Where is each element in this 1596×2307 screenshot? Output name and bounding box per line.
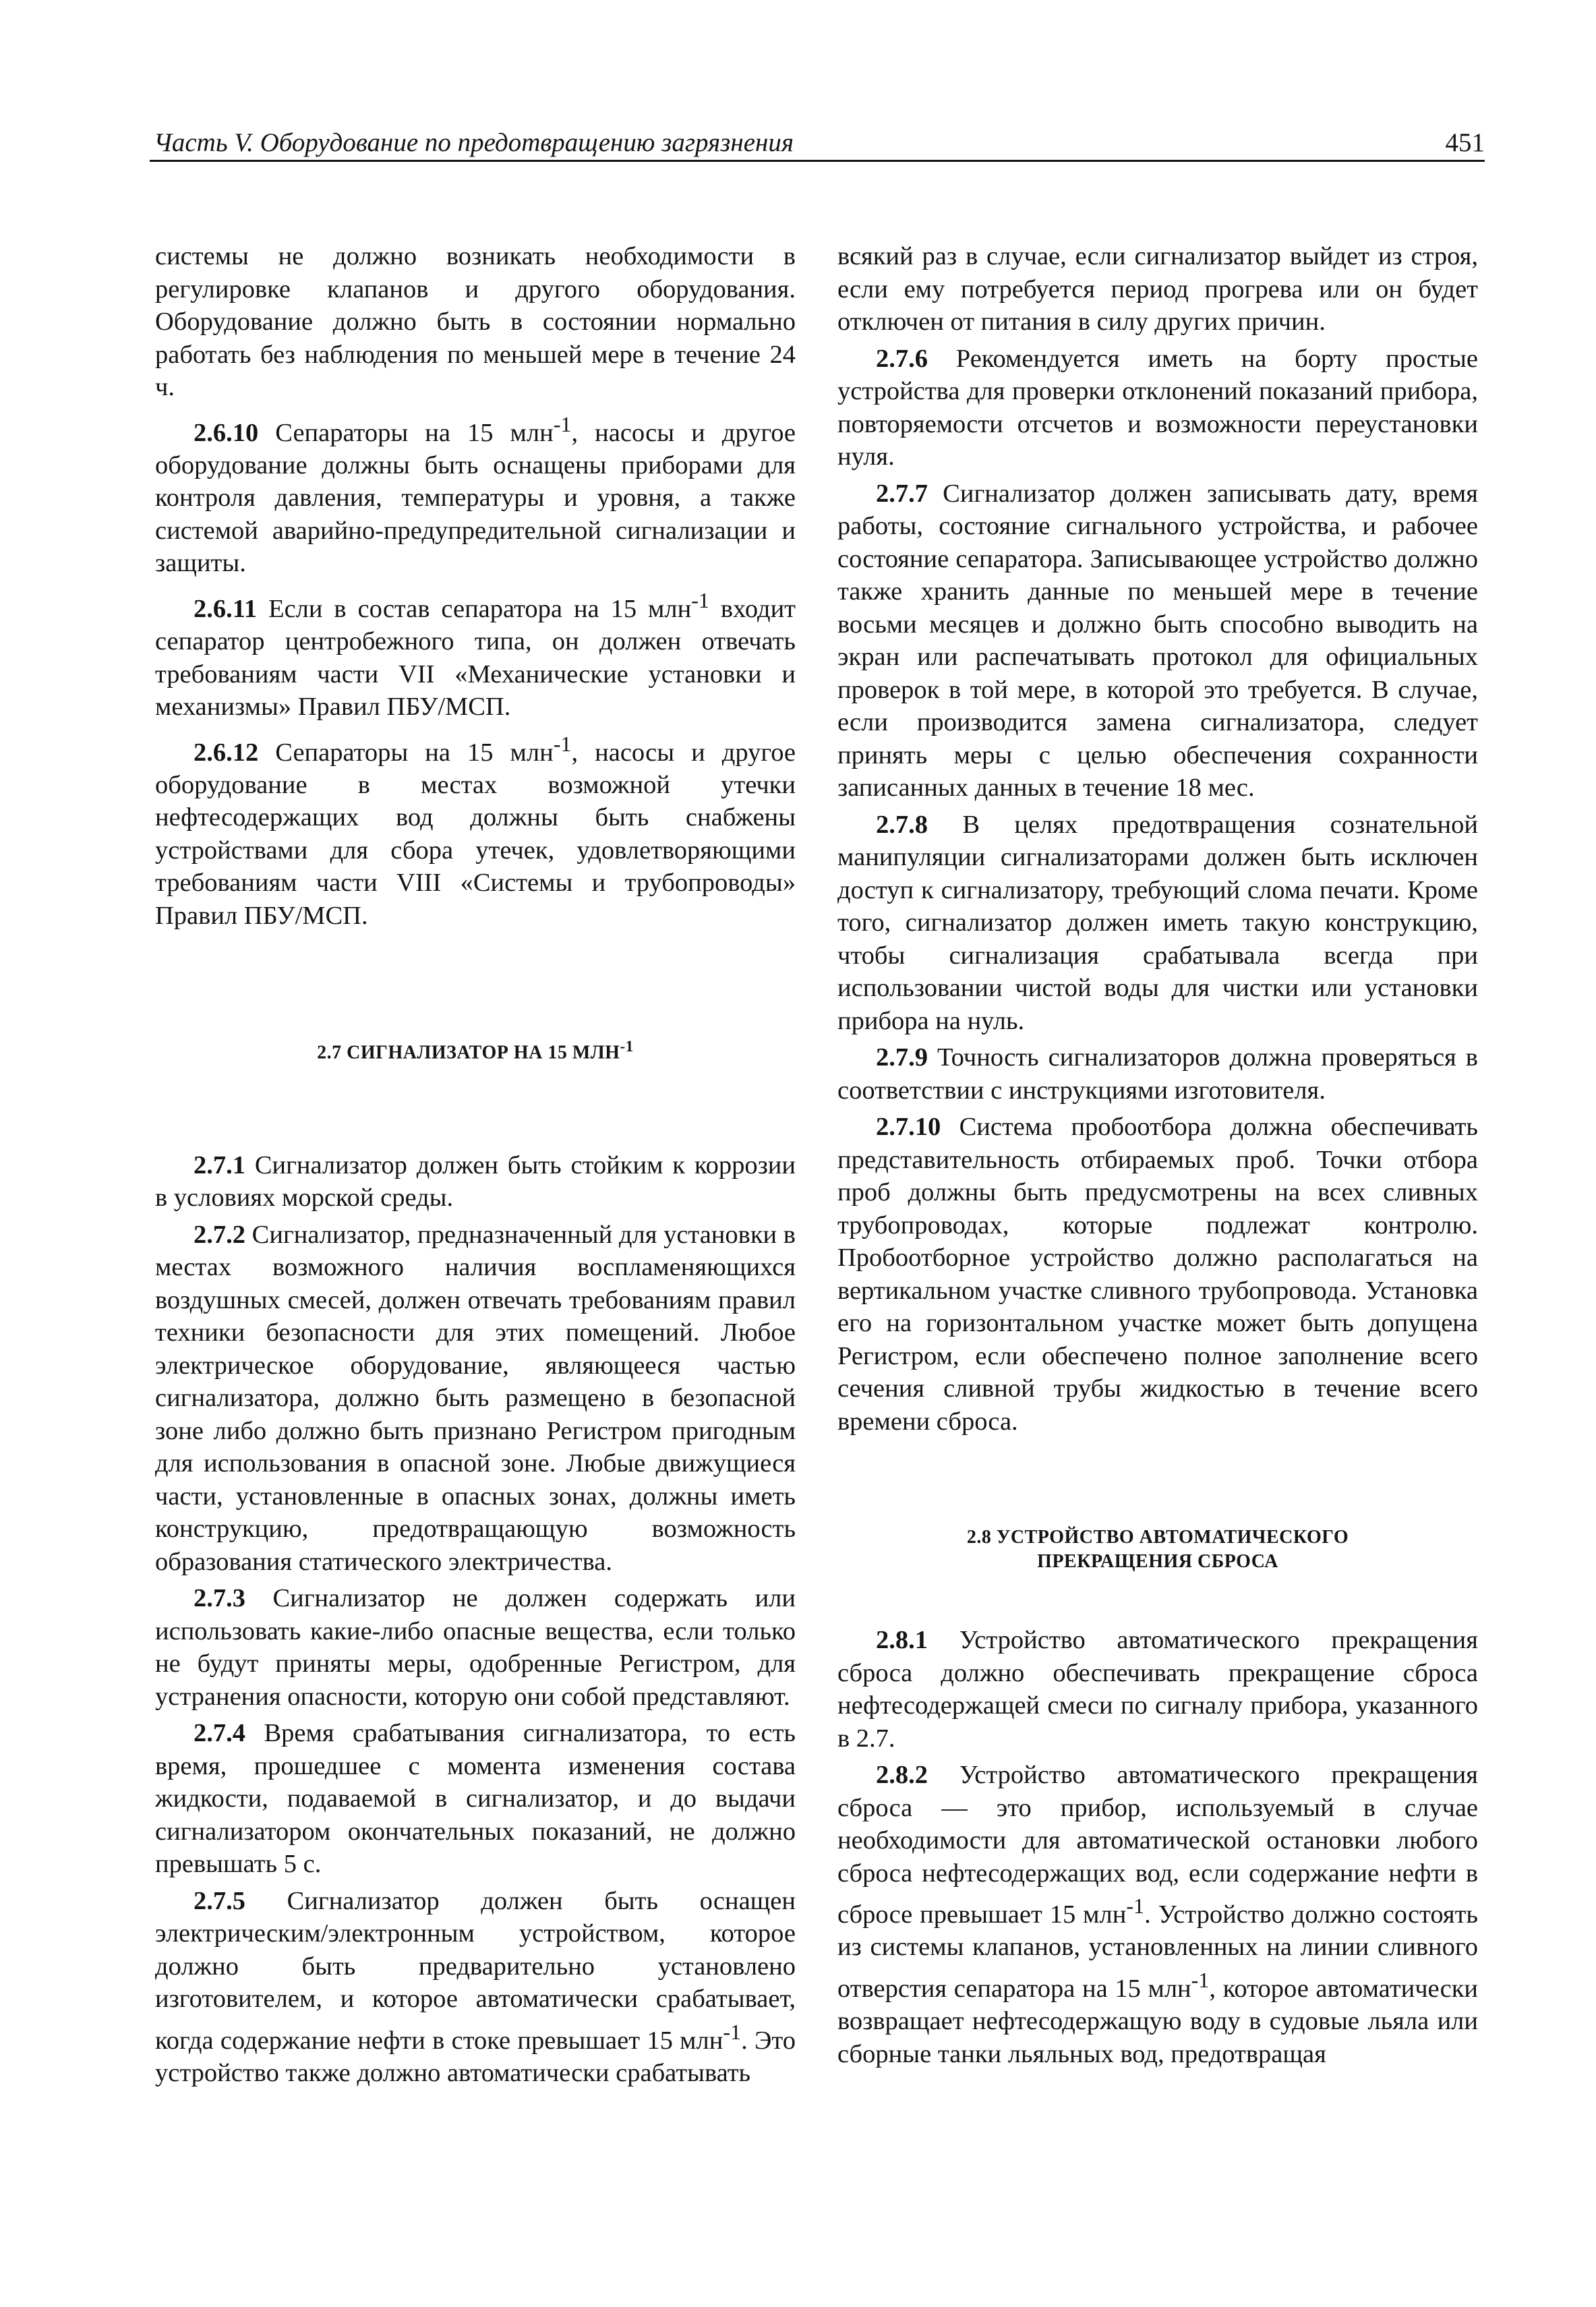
clause-number: 2.7.6 (876, 344, 928, 373)
paragraph-2-7-7: 2.7.7 Сигнализатор должен записывать дату, время работы, состояние сигнального устройства, и рабочее состояние сепаратора. Записывающее устройство должно также хранить данные по меньшей мере в течение восьми месяцев и должно быть способно выводить на экран или распечатывать протокол для официальных проверок в той мере, в которой это требуется. В случае, если производится замена сигнализатора, следует принять меры с целью обеспечения сохранности записанных данных в течение 18 мес. (837, 479, 1478, 802)
paragraph-2-7-4: 2.7.4 Время срабатывания сигнализатора, то есть время, прошедшее с момента изменения состава жидкости, подаваемой в сигнализатор, и до выдачи сигнализатором окончательных показаний, не должно превышать 5 с. (155, 1719, 796, 1879)
paragraph-2-8-2: 2.8.2 Устройство автоматического прекращения сброса — это прибор, используемый в случае необходимости для автоматической остановки любого сброса нефтесодержащих вод, если содержание нефти в сбросе превышает 15 млн$^{-1}$. Устройство должно состоять из системы клапанов, установленных на линии сливного отверстия сепаратора на 15 млн$^{-1}$, которое автоматически возвращает нефтесодержащую воду в судовые льяла или сборные танки льяльных вод, предотвращая (837, 1761, 1479, 2068)
clause-number: 2.8.1 (876, 1626, 928, 1654)
superscript: -1 (553, 411, 572, 436)
paragraph-2-7-6: 2.7.6 Рекомендуется иметь на борту простые устройства для проверки отклонений показаний прибора, повторяемости отсчетов и возможности переустановки нуля. (837, 344, 1478, 471)
clause-number: 2.6.10 (194, 418, 259, 447)
paragraph-2-6-10: 2.6.10 Сепараторы на 15 млн$^{-1}$, насосы и другое оборудование должны быть оснащены приборами для контроля давления, температуры и уровня, а также системой аварийно-предупредительной сигнализации и защиты. (155, 411, 796, 578)
superscript: -1 (1191, 1967, 1210, 1992)
superscript: -1 (553, 731, 572, 756)
superscript: -1 (1126, 1894, 1145, 1918)
superscript: -1 (620, 1038, 634, 1056)
clause-number: 2.7.4 (194, 1719, 245, 1748)
running-head-title: Часть V. Оборудование по предотвращению загрязнения (154, 128, 794, 157)
clause-number: 2.7.2 (194, 1220, 245, 1249)
superscript: -1 (723, 2019, 742, 2044)
section-heading-2-8: 2.8 УСТРОЙСТВО АВТОМАТИЧЕСКОГО ПРЕКРАЩЕНИЯ СБРОСА (966, 1527, 1349, 1572)
paragraph-continuation: системы не должно возникать необходимости в регулировке клапанов и другого оборудования. Оборудование должно быть в состоянии нормально работать без наблюдения по меньшей мере в течение 24 ч. (155, 242, 796, 401)
clause-number: 2.6.11 (194, 594, 258, 623)
clause-number: 2.7.5 (194, 1886, 245, 1915)
paragraph-continuation: всякий раз в случае, если сигнализатор выйдет из строя, если ему потребуется период прогрева или он будет отключен от питания в силу других причин. (837, 242, 1478, 336)
paragraph-2-7-3: 2.7.3 Сигнализатор не должен содержать или использовать какие-либо опасные вещества, если только не будут приняты меры, одобренные Регистром, для устранения опасности, которую они собой представляют. (155, 1584, 796, 1711)
header-rule (150, 160, 1485, 162)
clause-number: 2.7.7 (876, 479, 928, 508)
clause-number: 2.7.9 (876, 1043, 928, 1072)
clause-number: 2.6.12 (194, 738, 259, 767)
clause-number: 2.7.3 (194, 1584, 245, 1613)
clause-number: 2.7.10 (876, 1113, 941, 1141)
clause-number: 2.8.2 (876, 1761, 928, 1789)
right-column (837, 240, 1478, 2074)
paragraph-2-7-1: 2.7.1 Сигнализатор должен быть стойким к коррозии в условиях морской среды. (155, 1150, 796, 1213)
paragraph-2-6-12: 2.6.12 Сепараторы на 15 млн$^{-1}$, насосы и другое оборудование в местах возможной утечки нефтесодержащих вод должны быть снабжены устройствами для сбора утечек, удовлетворяющими требованиям части VIII «Системы и трубопроводы» Правил ПБУ/МСП. (155, 731, 796, 930)
superscript: -1 (691, 587, 709, 612)
paragraph-2-7-10: 2.7.10 Система пробоотбора должна обеспечивать представительность отбираемых проб. Точки отбора проб должны быть предусмотрены на всех сливных трубопроводах, которые подлежат контролю. Пробоотборное устройство должно располагаться на вертикальном участке сливного трубопровода. Установка его на горизонтальном участке может быть допущена Регистром, если обеспечено полное заполнение всего сечения сливной трубы жидкостью в течение всего времени сброса. (837, 1113, 1478, 1436)
paragraph-2-7-5: 2.7.5 Сигнализатор должен быть оснащен электрическим/электронным устройством, которое должно быть предварительно установлено изготовителем, и которое автоматически срабатывает, когда содержание нефти в стоке превышает 15 млн$^{-1}$. Это устройство также должно автоматически срабатывать (155, 1886, 796, 2088)
paragraph-2-6-11: 2.6.11 Если в состав сепаратора на 15 млн$^{-1}$ входит сепаратор центробежного типа, он должен отвечать требованиям части VII «Механические установки и механизмы» Правил ПБУ/МСП. (155, 587, 796, 722)
paragraph-2-8-1: 2.8.1 Устройство автоматического прекращения сброса должно обеспечивать прекращение сброса нефтесодержащей смеси по сигналу прибора, указанного в 2.7. (837, 1626, 1478, 1753)
paragraph-2-7-8: 2.7.8 В целях предотвращения сознательной манипуляции сигнализаторами должен быть исключен доступ к сигнализатору, требующий слома печати. Кроме того, сигнализатор должен иметь такую конструкцию, чтобы сигнализация срабатывала всегда при использовании чистой воды для чистки или установки прибора на нуль. (837, 810, 1478, 1035)
paragraph-2-7-9: 2.7.9 Точность сигнализаторов должна проверяться в соответствии с инструкциями изготовителя. (837, 1043, 1478, 1105)
paragraph-2-7-2: 2.7.2 Сигнализатор, предназначенный для установки в местах возможного наличия воспламеняющихся воздушных смесей, должен отвечать требованиям правил техники безопасности для этих помещений. Любое электрическое оборудование, являющееся частью сигнализатора, должно быть размещено в безопасной зоне либо должно быть признано Регистром пригодным для использования в опасной зоне. Любые движущиеся части, установленные в опасных зонах, должны иметь конструкцию, предотвращающую возможность образования статического электричества. (155, 1220, 796, 1576)
left-column (155, 240, 796, 2094)
page-number: 451 (1445, 128, 1485, 157)
section-heading-2-7: 2.7 СИГНАЛИЗАТОР НА 15 $МЛН^{-1}$ (317, 1038, 634, 1063)
clause-number: 2.7.8 (876, 810, 928, 839)
clause-number: 2.7.1 (194, 1150, 245, 1179)
